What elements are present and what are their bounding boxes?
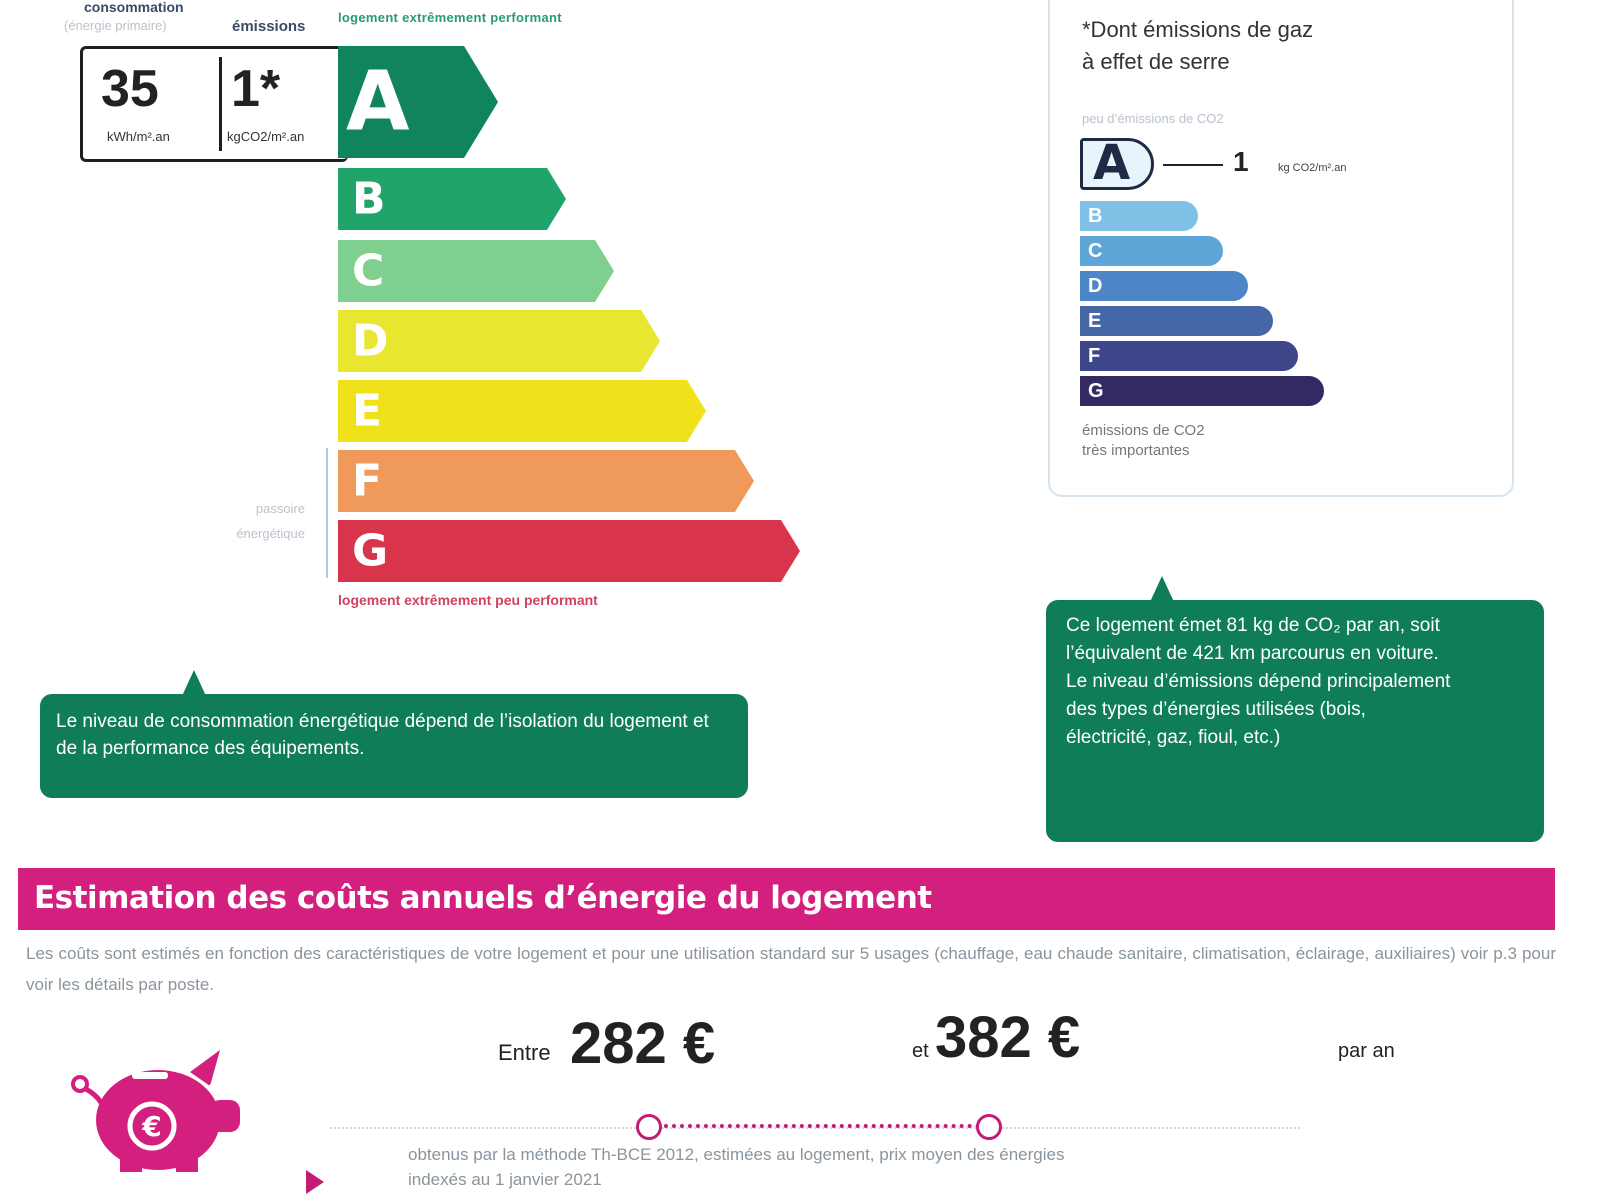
co2-line4: des types d’énergies utilisées (bois, bbox=[1066, 699, 1366, 720]
range-end-dot bbox=[976, 1114, 1002, 1140]
passoire-line2: énergétique bbox=[236, 526, 305, 541]
energy-class-b-bar bbox=[338, 168, 566, 230]
energy-class-f-bar bbox=[338, 450, 754, 512]
energy-class-d-letter: D bbox=[352, 315, 389, 367]
energy-class-b-letter: B bbox=[352, 173, 386, 225]
co2-callout-tip bbox=[1150, 576, 1174, 602]
co2-line5: électricité, gaz, fioul, etc.) bbox=[1066, 727, 1281, 748]
ges-class-b-bar: B bbox=[1080, 201, 1198, 231]
ges-unit: kg CO2/m².an bbox=[1278, 162, 1347, 174]
passoire-bracket bbox=[326, 448, 328, 578]
energy-class-a-letter: A bbox=[346, 54, 410, 150]
co2-line2: l’équivalent de 421 km parcourus en voiture. bbox=[1066, 643, 1439, 664]
piggy-bank-icon bbox=[70, 1042, 250, 1177]
costs-section-title: Estimation des coûts annuels d’énergie du logement bbox=[34, 880, 932, 916]
dpe-value-box bbox=[80, 46, 348, 162]
bottom-performance-label: logement extrêmement peu performant bbox=[338, 592, 598, 608]
ges-current-class: A bbox=[1093, 135, 1131, 191]
energy-class-e-bar bbox=[338, 380, 706, 442]
ges-class-f-bar: F bbox=[1080, 341, 1298, 371]
entre-label: Entre bbox=[498, 1040, 551, 1065]
energy-class-g-letter: G bbox=[352, 525, 389, 577]
top-performance-label: logement extrêmement performant bbox=[338, 10, 562, 25]
high-amount: 382 € bbox=[935, 1005, 1081, 1070]
energy-class-c-letter: C bbox=[352, 245, 385, 297]
et-label: et bbox=[912, 1040, 929, 1062]
consumption-value: 35 bbox=[101, 60, 159, 118]
costs-description: Les coûts sont estimés en fonction des caractéristiques de votre logement et pour une utilisation standard sur 5 usages (chauffage, eau chaude sanitaire, climatisation, éclairage, auxiliaires) voir p.3 pour voir les détails par poste. bbox=[26, 944, 1556, 994]
costs-section-header bbox=[18, 868, 1555, 930]
emissions-unit: kgCO2/m².an bbox=[227, 129, 305, 144]
energy-class-d-bar bbox=[338, 310, 660, 372]
ges-pointer-line bbox=[1163, 164, 1223, 166]
ges-high-line1: émissions de CO2 bbox=[1082, 422, 1205, 439]
ges-title-line1: *Dont émissions de gaz bbox=[1082, 17, 1314, 42]
ges-class-d-bar: D bbox=[1080, 271, 1248, 301]
energy-callout-text: Le niveau de consommation énergétique dépend de l’isolation du logement et de la performance des équipements. bbox=[56, 711, 709, 759]
passoire-line1: passoire bbox=[255, 501, 305, 516]
ges-low-label: peu d’émissions de CO2 bbox=[1082, 111, 1224, 126]
energy-callout-tip bbox=[182, 670, 206, 696]
emissions-value: 1* bbox=[231, 60, 281, 118]
ges-class-a-badge bbox=[1080, 135, 1154, 191]
emissions-label: émissions bbox=[232, 18, 306, 35]
consommation-label: consommation bbox=[84, 0, 184, 15]
svg-text:€: € bbox=[142, 1110, 162, 1143]
ges-high-label bbox=[1082, 421, 1205, 461]
value-divider bbox=[219, 57, 222, 151]
co2-line1: Ce logement émet 81 kg de CO₂ par an, soit bbox=[1066, 615, 1440, 636]
ges-high-line2: très importantes bbox=[1082, 442, 1190, 459]
passoire-label bbox=[215, 496, 305, 546]
ges-class-g-bar: G bbox=[1080, 376, 1324, 406]
low-amount: 282 € bbox=[570, 1011, 716, 1076]
ges-title-line2: à effet de serre bbox=[1082, 49, 1230, 74]
method-line2: indexés au 1 janvier 2021 bbox=[408, 1170, 602, 1189]
energy-class-f-letter: F bbox=[352, 455, 383, 507]
method-line1: obtenus par la méthode Th-BCE 2012, estimées au logement, prix moyen des énergies bbox=[408, 1145, 1065, 1164]
ges-class-e-bar: E bbox=[1080, 306, 1273, 336]
energy-class-e-letter: E bbox=[352, 385, 383, 437]
method-note bbox=[408, 1142, 1064, 1192]
per-year-label: par an bbox=[1338, 1040, 1395, 1062]
energy-class-c-bar bbox=[338, 240, 614, 302]
cost-range-line bbox=[648, 1124, 988, 1128]
consumption-unit: kWh/m².an bbox=[107, 129, 170, 144]
co2-line3: Le niveau d’émissions dépend principalement bbox=[1066, 671, 1451, 692]
ges-value: 1 bbox=[1233, 146, 1249, 177]
energy-class-g-bar bbox=[338, 520, 800, 582]
co2-callout-text bbox=[1066, 612, 1450, 752]
arrow-marker-icon bbox=[306, 1170, 324, 1194]
energy-callout bbox=[40, 694, 748, 798]
ges-title bbox=[1082, 14, 1313, 78]
range-start-dot bbox=[636, 1114, 662, 1140]
ges-class-c-bar: C bbox=[1080, 236, 1223, 266]
energie-primaire-label: (énergie primaire) bbox=[64, 18, 167, 33]
co2-callout bbox=[1046, 600, 1544, 842]
energy-class-a-bar bbox=[338, 46, 498, 158]
